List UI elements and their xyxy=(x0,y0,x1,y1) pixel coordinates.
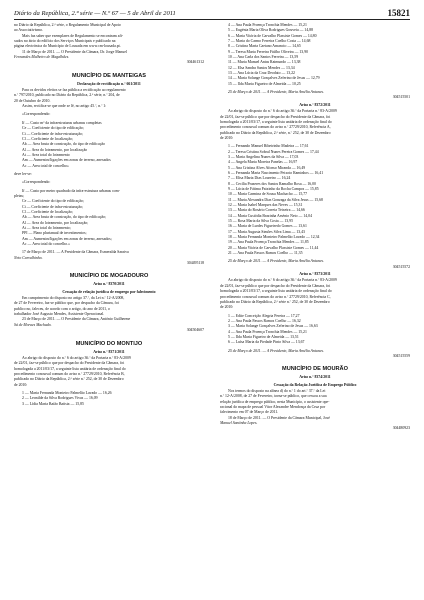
text-line: publico no, faleceu, de acordo com o artigo, do ano de 2011, o xyxy=(14,306,110,311)
list-item: 14 — Maria Custódia Brazinha Arsénio Neto — 14,04 xyxy=(228,213,313,218)
list-item: 9 — Lúcia de Fátima Paixinho da Rocha Campos — 15,85 xyxy=(228,186,319,191)
list-item: Ab — Área bruta de construção, do tipo de edificação xyxy=(22,142,106,147)
list-item: 5 — Ana Cristina Alves Afonso Miranda — 16,49 xyxy=(228,165,306,170)
text-line: falecimento em 07 de Março de 2011. xyxy=(220,410,279,415)
section-title-mogadouro: MUNICÍPIO DE MOGADOURO xyxy=(69,273,149,280)
list-item: Ci — Coeficiente de infra-estruturação; xyxy=(22,204,84,209)
list-item: 20 — Maria Vitória de Carvalho Plassiste Gomes — 11,44 xyxy=(228,245,319,250)
list-item: Ce — Coeficiente do tipo de edificação; xyxy=(22,199,84,204)
section-title-manteigas: MUNICÍPIO DE MANTEIGAS xyxy=(72,72,146,79)
text-line: Ao abrigo do disposto do n.º 6 do artigo 36.º da Portaria n.º 83-A/2009 xyxy=(228,109,337,114)
text-line: homologada a 2011/03/17, a seguinte lista unitária de ordenação final do xyxy=(220,119,332,124)
list-item: 13 — Ana Lúcia da Cruz Deodato — 13,22 xyxy=(228,71,295,76)
list-item: 7 — Maria do Carmo Ferreira Coelho Costa — 14,68 xyxy=(228,39,311,44)
list-item: Cl — Coeficiente de localização; xyxy=(22,209,74,214)
list-item: 7 — Elisa Maria Dias Loureiro — 16,24 xyxy=(228,176,291,181)
formula-label: «Correspondendo: xyxy=(22,112,51,117)
text-line: trabalhador José Augusto Mendes, Assistente Operacional. xyxy=(14,312,105,317)
list-item: 17 — Maria Augusta Simões Silva Lima — 13,43 xyxy=(228,229,305,234)
list-item: 15 — Ilda Maria Figueiro de Almeida — 10,25 xyxy=(228,81,301,86)
text-line: racional do mapa de pessoal Vitor Alexandre Mendonça da Cruz por xyxy=(220,405,326,409)
list-item: 14 — Maria Solange Gonçalves Zeferino de Jesus — 12,79 xyxy=(228,76,320,81)
journal-running-title: Diário da República, 2.ª série — N.º 67 — 5 de Abril de 2011 xyxy=(14,10,176,17)
left-column xyxy=(14,23,204,407)
text-line: 25 de Março de 2011. — A Presidente, Maria Amélia Antunes. xyxy=(228,90,324,95)
list-item: 8 — Cecília Prazeres dos Santos Ramalho Rosa — 16,00 xyxy=(228,181,316,186)
list-item: 6 — Maria Vitória de Carvalho Plassiste Gomes — 14,80 xyxy=(228,33,317,38)
list-item: Ac — Área total de concelho» xyxy=(22,163,69,168)
notice-subtitle: Aviso n.º 8370/2011 xyxy=(93,282,125,287)
text-line: página electrónica do Município de Lousada em www.cm-lousada.pt. xyxy=(14,44,121,49)
text-line: de 22/01, faz-se público que por despacho do Presidente da Câmara, foi xyxy=(220,114,331,119)
list-item: pletas; xyxy=(14,193,25,198)
list-item: 11 — Maria Manuel Antas Raimundo — 13,38 xyxy=(228,60,301,65)
text-line: publicado no Diário da República, 2.ª série n.º 252, de 30 de Dezembro xyxy=(220,299,330,304)
text-line: 25 de Março de 2011. — A Presidente, Maria Amélia Antunes. xyxy=(228,259,324,264)
text-line: Para os devidos efeitos se faz pública a rectificação ao regulamento xyxy=(22,88,126,93)
text-line: de 2010: xyxy=(220,305,234,310)
list-item: 4 — Ana Paula Proença Tronchia Mendes — 15,21 xyxy=(228,23,307,27)
list-item: Al — Área do loteamento, por localização; xyxy=(22,220,89,225)
notice-subtitle: Aviso n.º 8371/2011 xyxy=(93,349,125,354)
list-item: 3 — Lídia Maria Baião Batista — 15,85 xyxy=(22,401,84,406)
page-number: 15821 xyxy=(387,8,410,18)
list-item: Cl — Coeficiente de localização; xyxy=(22,136,74,141)
text-line: 23 de Março de 2011. — O Presidente da Câmara, António Guilherme xyxy=(22,317,131,322)
list-item: 12 — Maria Isabel Marques das Neves — 15,31 xyxy=(228,203,303,207)
text-line: de 2010: xyxy=(14,382,28,387)
text-line: Sá de Moraes Machado. xyxy=(14,322,52,327)
list-item: 3 — Maria Angelina Nunes da Silva — 17,03 xyxy=(228,154,299,159)
list-item: 1 — Fernando Manuel Ribeirinho Madeira — 17,61 xyxy=(228,144,309,149)
text-line: homologada a 2011/03/17, a seguinte lista unitária de ordenação final do xyxy=(14,366,126,371)
list-item: Am — Aumentos/ligações em zonas de terreno, anexados; xyxy=(22,236,112,241)
text-line: Fernandes Malheiro de Magalhães. xyxy=(14,55,70,60)
reference-number: 304515501 xyxy=(392,95,410,100)
list-item: 15 — Rosa Maria da Silva Costa — 13,95 xyxy=(228,219,294,224)
notice-section: Cessação da Relação Jurídica de Emprego Público xyxy=(273,382,357,387)
text-line: 20 de Outubro de 2010. xyxy=(14,98,51,103)
text-line: procedimento concursal comum do aviso n.º 27729/2010, Referência A, xyxy=(220,125,331,130)
text-line: ao Associativismo. xyxy=(14,28,44,33)
reference-number: 304515572 xyxy=(392,264,410,269)
list-item: 12 — Elsa Sandra Santos Mendes — 13,34 xyxy=(228,65,295,70)
lousada-continuation xyxy=(14,23,204,66)
right-column xyxy=(220,23,410,432)
notice-subtitle: Declaração de rectificação n.º 661/2011 xyxy=(77,81,141,86)
text-line: 25 de Março de 2011. — A Presidente, Maria Amélia Antunes. xyxy=(228,348,324,353)
text-line: relação jurídica de emprego público, nesta Município, o assistente ope- xyxy=(220,399,330,404)
list-item: Ab — Área bruta de construção, do tipo de edificação; xyxy=(22,215,107,220)
list-item: 5 — Eugénia Maria Oliva Rodrigues Gouveia — 14,88 xyxy=(228,28,314,33)
text-line: xados no átrio do edifício dos Serviços Municipais e publicado na xyxy=(14,39,116,44)
list-item: 11 — Maria Alexandra Dias Gonzaga da Silva Jesus — 15,68 xyxy=(228,197,323,202)
text-line: n.º 797/2010, publicado no Diário da República, 2.ª série, n.º 204, de xyxy=(14,93,120,98)
list-item: 6 — Fernanda Maria Nascimento Peixoto Raminhos — 16,41 xyxy=(228,170,324,175)
list-item: Al — Área do loteamento, por localização xyxy=(22,147,88,152)
list-item: 13 — Maria do Rosário Correia Teixeira — 14,66 xyxy=(228,208,305,213)
notice-section: Cessação de relação jurídica de emprego por falecimento xyxy=(62,289,156,294)
list-item: 1 — Maria Fernanda Monteiro Palmelão Lavado — 16,26 xyxy=(22,390,112,395)
text-line: no Diário da República, 2.ª série, o Regulamento Municipal de Apoio xyxy=(14,23,121,27)
text-line: Assim, rectifica-se que onde se lê, no artigo 45.º, n.º 1: xyxy=(22,104,107,109)
text-line: 18 de Março de 2011. — O Presidente da Câmara Municipal, José xyxy=(228,415,330,420)
list-item: 21 — Ana Paula Passos Ramos Coelho — 11,35 xyxy=(228,251,303,256)
list-item: 19 — Ana Paula Proença Tronchia Mendes — 11,85 xyxy=(228,240,309,245)
list-item: 4 — Ana Paula Proença Tronchia Mendes — 15,21 xyxy=(228,329,307,334)
section-title-mourao: MUNICÍPIO DE MOURÃO xyxy=(282,366,348,373)
text-line: Nos termos do disposto na alínea d) do n.º 1 do art.º 37.º da Lei xyxy=(228,388,326,393)
notice-subtitle: Aviso n.º 8373/2011 xyxy=(299,272,331,277)
text-line: de 27 de Fevereiro, faz-se público que, por despacho da Câmara, foi xyxy=(14,301,119,306)
text-line: Mais faz saber que exemplares de Regulamento se encontram afi- xyxy=(22,33,124,38)
reference-number: 304495118 xyxy=(186,261,204,266)
text-line: Manuel Santinha Lopes. xyxy=(220,421,258,426)
list-item: 1 — Edite Conceição Alegria Pereira — 17,27 xyxy=(228,313,300,318)
text-line: Ao abrigo do disposto do n.º 6 do artigo 36.º da Portaria n.º 83-A/2009 xyxy=(228,278,337,283)
list-item: At — Área total do loteamento; xyxy=(22,226,71,230)
text-line: homologada a 2011/03/17, a seguinte lista unitária de ordenação final do xyxy=(220,289,332,294)
list-item: 9 — Teresa Maria Ferreira Fiúfho Oliveira — 13,90 xyxy=(228,49,309,54)
text-line: deve ler-se: xyxy=(14,171,32,176)
list-item: 5 — Ilda Maria Figueiro de Almeida — 13,51 xyxy=(228,334,299,339)
section-title-montijo: MUNICÍPIO DO MONTIJO xyxy=(75,340,143,347)
text-line: Em cumprimento do disposto no artigo 37.º, da Lei n.º 12-A/2008, xyxy=(22,296,125,301)
list-item: 6 — Luísa Maria da Piedade Pinto Silva — 13,67 xyxy=(228,340,305,345)
text-line: publicado no Diário da República, 2.ª série n.º 252, de 30 de Dezembro xyxy=(14,377,124,382)
list-item: 10 — Ana Carla dos Santos Ferreira — 13,59 xyxy=(228,55,299,60)
list-item: Ci — Coeficiente de infra-estruturação; xyxy=(22,131,84,136)
text-line: publicado no Diário da República, 2.ª série, n.º 252, de 30 de Dezembro xyxy=(220,130,331,135)
list-item: 10 — Maria Carmina de Sousa Machacho — 15,77 xyxy=(228,192,308,197)
notice-subtitle: Aviso n.º 8372/2011 xyxy=(299,102,331,107)
formula-label: «Correspondendo: xyxy=(22,180,51,185)
list-item: Am — Aumentos/ligações em zonas de terreno, anexados xyxy=(22,158,111,163)
text-line: procedimento concursal comum do aviso n.º 27729/2010, Referência C, xyxy=(220,294,331,299)
text-line: n.º 12-A/2008, de 27 de Fevereiro, torna-se público, que cessou a sua xyxy=(220,394,327,399)
list-item: 2 — Leonilde da Silva Rodrigues Vivas — 16,09 xyxy=(22,396,98,401)
list-item: 4 — Angela Maria Moreira Panelas — 16,97 xyxy=(228,160,298,165)
text-line: de 2010: xyxy=(220,135,234,140)
list-item: If — Custo por metro quadrado da infra-estrutura urbanas com- xyxy=(22,188,120,193)
list-item: 2 — Teresa Cristina Sobral Nunes Pereira Gomes — 17,44 xyxy=(228,149,319,154)
reference-number: 304480923 xyxy=(392,426,410,431)
list-item: 16 — Maria de Lurdes Figueiredo Gomes — 13,61 xyxy=(228,224,307,229)
text-line: de 22/01, faz-se público que por despacho do Presidente da Câmara, foi xyxy=(14,361,125,366)
list-item: Ce — Coeficiente do tipo de edificação; xyxy=(22,126,84,131)
list-item: 2 — Ana Paula Passos Ramos Coelho — 16,32 xyxy=(228,318,301,323)
text-line: Ao abrigo do disposto do n.º 6 do artigo 36.º da Portaria n.º 83-A/2009 xyxy=(22,355,131,360)
reference-number: 304461312 xyxy=(186,60,204,65)
list-item: 8 — Cristina Maria Caetano Amancio — 14,65 xyxy=(228,44,301,49)
reference-number: 304515559 xyxy=(392,353,410,358)
list-item: 3 — Maria Solange Gonçalves Zeferino de Jesus — 16,63 xyxy=(228,324,318,329)
list-item: PPI — Plano plurianual de investimentos; xyxy=(22,231,87,236)
text-line: Neto Carvalhinho. xyxy=(14,255,43,260)
reference-number: 304504607 xyxy=(186,328,204,333)
text-line: 11 de Março de 2011. — O Presidente da Câmara, Dr. Jorge Manuel xyxy=(22,49,127,54)
list-item: If — Custo m² da infraestruturas urbanas completas xyxy=(22,120,102,125)
notice-subtitle: Aviso n.º 8374/2011 xyxy=(299,375,331,380)
text-line: 17 de Março de 2011. — A Presidente da Câmara, Esmeralda Saraiva xyxy=(22,250,129,255)
list-item: 18 — Maria Fernanda Monteiro Palmelão Lavado — 12,34 xyxy=(228,235,320,240)
text-line: procedimento concursal comum do aviso n.º 27729/2010, Referência B, xyxy=(14,371,125,376)
list-item: At — Área total do loteamento xyxy=(22,152,70,157)
text-line: de 22/01, faz-se público que por despacho do Presidente da Câmara, foi xyxy=(220,283,331,288)
list-item: Ac — Área total do concelho.» xyxy=(22,242,71,247)
header-rule xyxy=(14,19,410,20)
